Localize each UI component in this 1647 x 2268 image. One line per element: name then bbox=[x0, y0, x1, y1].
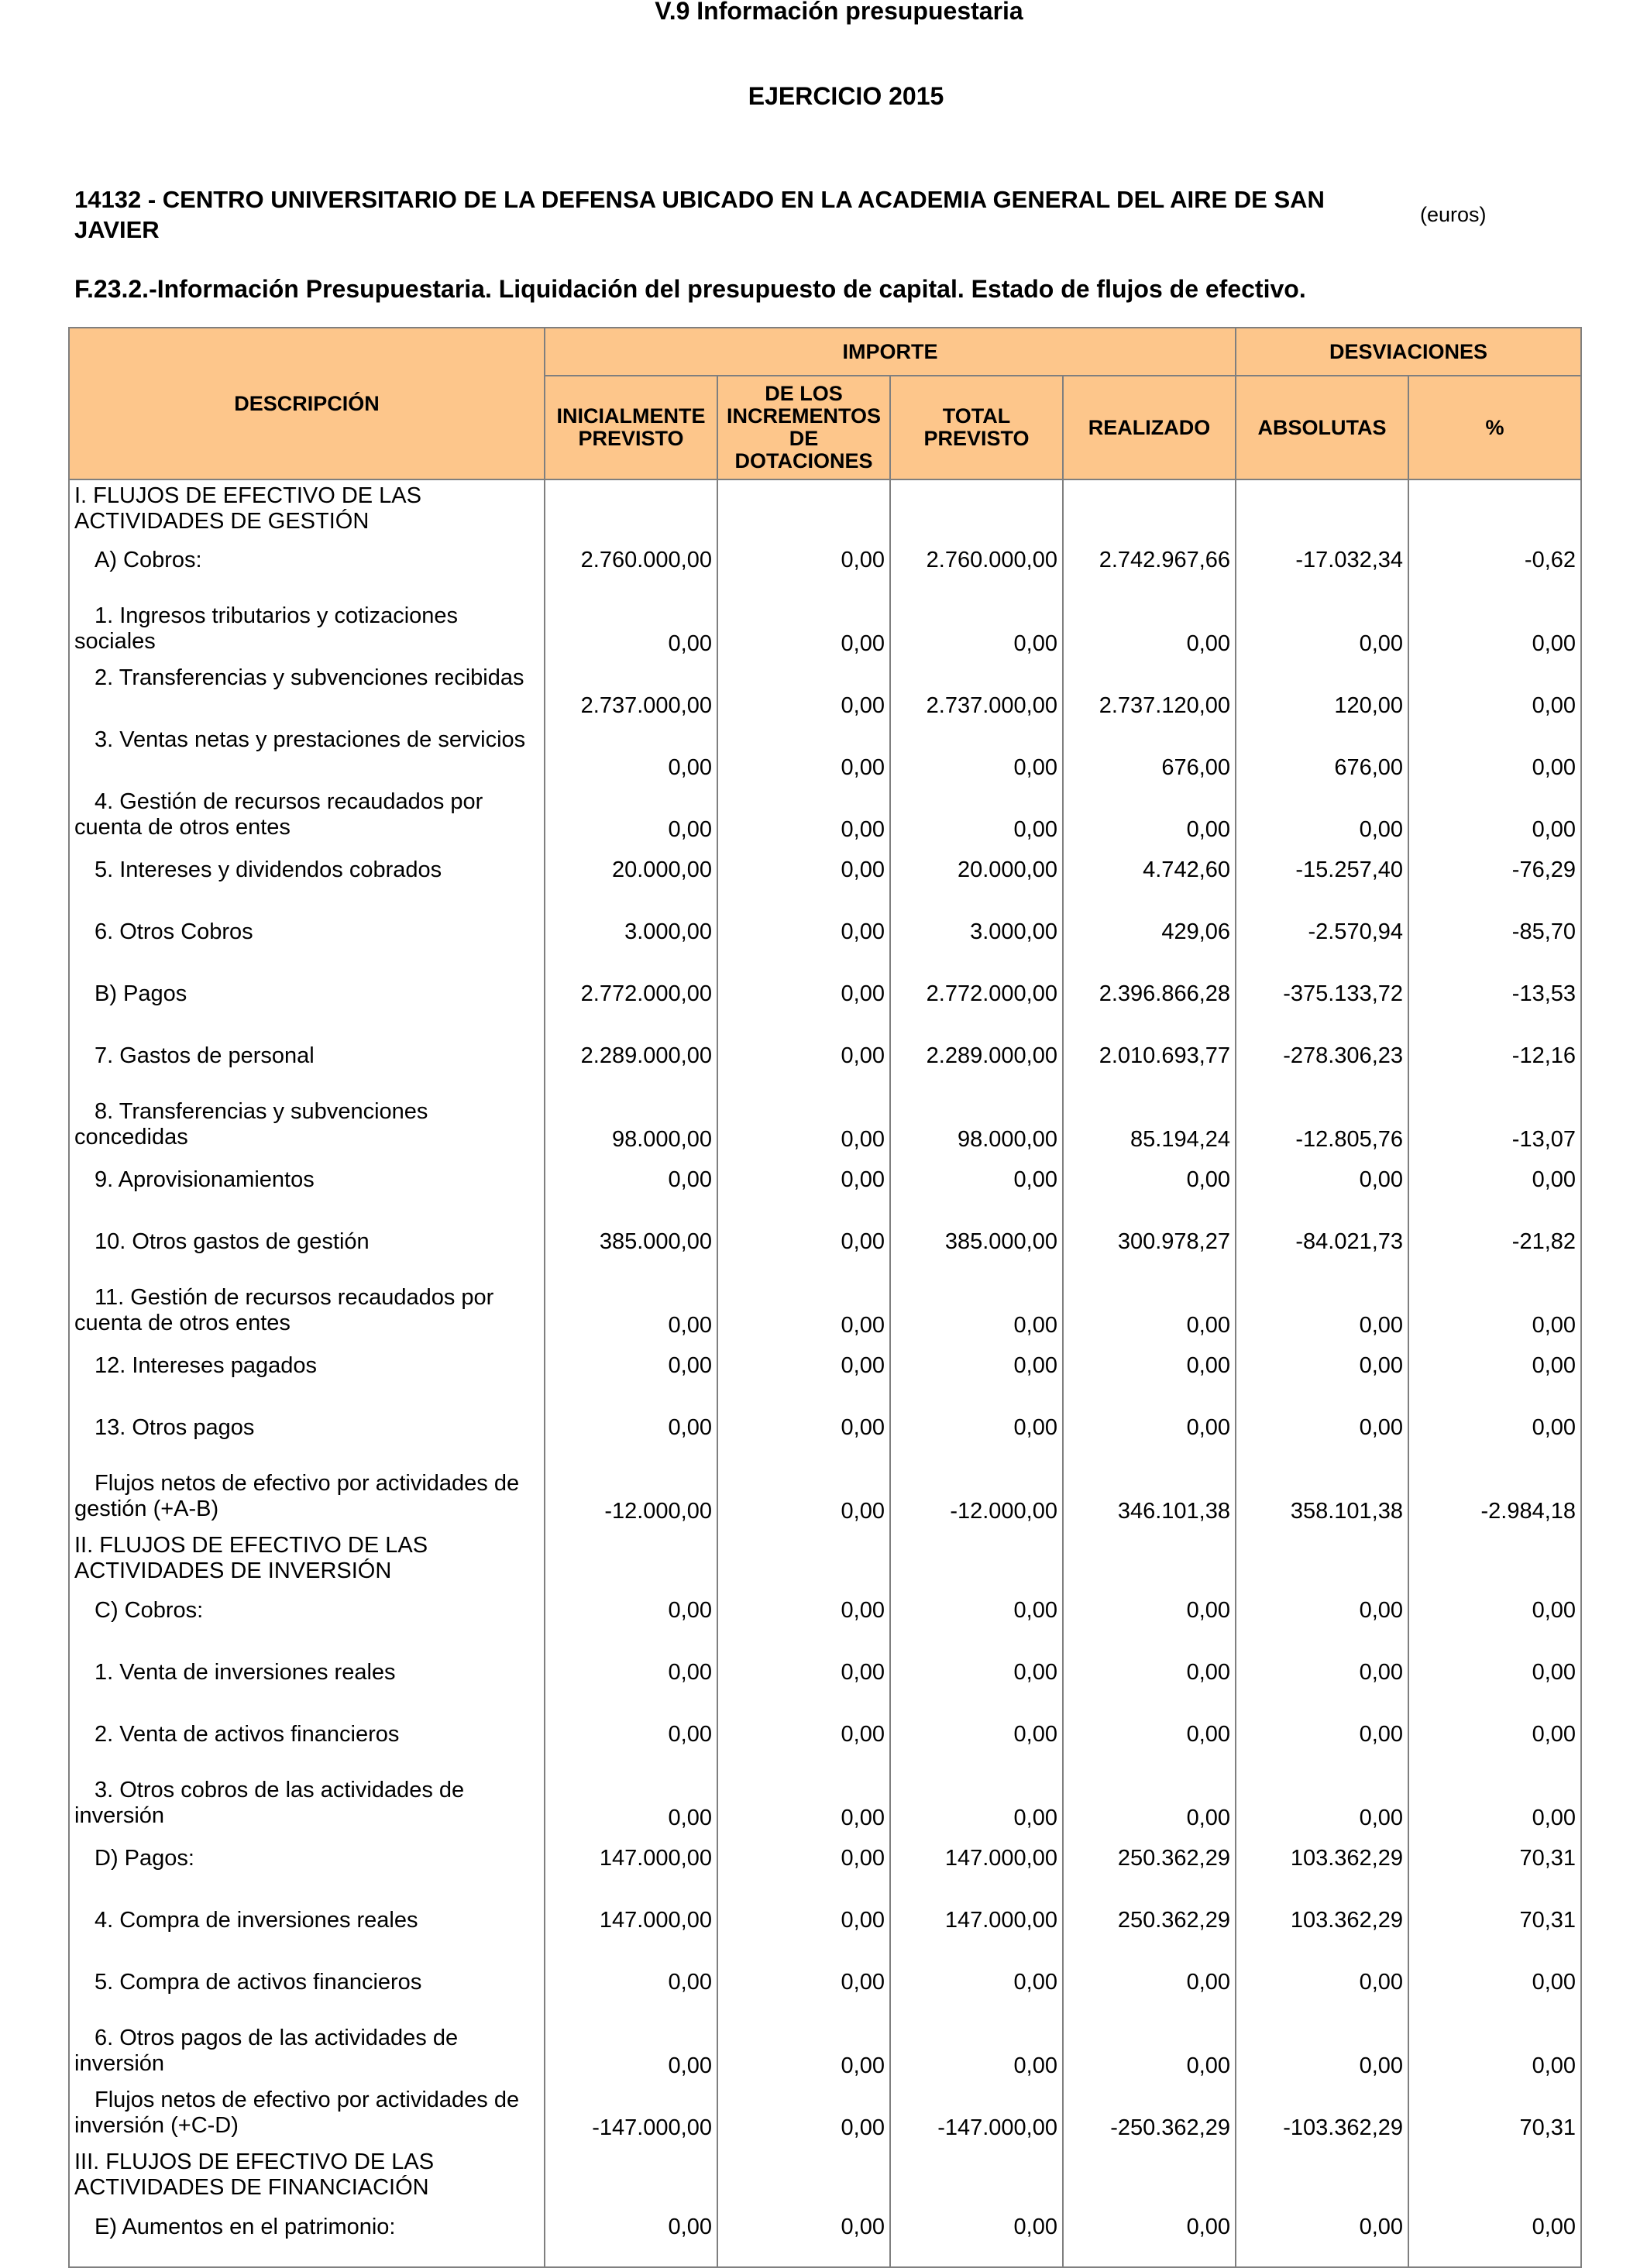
cell-porcentaje: -12,16 bbox=[1408, 1034, 1581, 1096]
cell-porcentaje: 0,00 bbox=[1408, 662, 1581, 724]
cell-inicialmente-previsto: 0,00 bbox=[545, 1960, 717, 2022]
cell-total-previsto: 20.000,00 bbox=[890, 848, 1063, 910]
cell-inicialmente-previsto: 20.000,00 bbox=[545, 848, 717, 910]
cell-absolutas: 0,00 bbox=[1236, 1158, 1408, 1220]
cell-inicialmente-previsto: 2.760.000,00 bbox=[545, 538, 717, 600]
cell-total-previsto: 0,00 bbox=[890, 1406, 1063, 1468]
cell-total-previsto bbox=[890, 479, 1063, 538]
cell-incrementos: 0,00 bbox=[717, 1096, 890, 1158]
row-label: A) Cobros: bbox=[95, 548, 202, 572]
row-description bbox=[69, 910, 545, 972]
row-description bbox=[69, 1468, 545, 1530]
cell-porcentaje: 0,00 bbox=[1408, 1282, 1581, 1344]
cell-incrementos: 0,00 bbox=[717, 1651, 890, 1713]
header-porcentaje: % bbox=[1408, 376, 1581, 479]
cell-porcentaje: 0,00 bbox=[1408, 1589, 1581, 1651]
table-row bbox=[69, 1158, 1581, 1220]
table-row bbox=[69, 1899, 1581, 1960]
row-label: III. FLUJOS DE EFECTIVO DE LAS ACTIVIDADES DE FINANCIACIÓN bbox=[74, 2149, 435, 2200]
cell-realizado: 2.742.967,66 bbox=[1063, 538, 1236, 600]
cell-porcentaje: 0,00 bbox=[1408, 1960, 1581, 2022]
cell-porcentaje: 0,00 bbox=[1408, 786, 1581, 848]
cell-inicialmente-previsto: 385.000,00 bbox=[545, 1220, 717, 1282]
row-label: 7. Gastos de personal bbox=[95, 1043, 315, 1068]
cell-total-previsto: 2.760.000,00 bbox=[890, 538, 1063, 600]
row-description bbox=[69, 1775, 545, 1837]
cell-inicialmente-previsto: 0,00 bbox=[545, 1775, 717, 1837]
header-desviaciones: DESVIACIONES bbox=[1236, 328, 1581, 376]
row-description bbox=[69, 724, 545, 786]
row-description bbox=[69, 1589, 545, 1651]
cell-porcentaje: 70,31 bbox=[1408, 1899, 1581, 1960]
cell-incrementos: 0,00 bbox=[717, 2022, 890, 2084]
cell-total-previsto: -147.000,00 bbox=[890, 2084, 1063, 2146]
row-description bbox=[69, 1713, 545, 1775]
cell-total-previsto: 0,00 bbox=[890, 724, 1063, 786]
table-row bbox=[69, 2205, 1581, 2267]
cell-total-previsto: 0,00 bbox=[890, 1158, 1063, 1220]
cell-incrementos: 0,00 bbox=[717, 724, 890, 786]
cell-realizado: 0,00 bbox=[1063, 1775, 1236, 1837]
cell-total-previsto: 0,00 bbox=[890, 1282, 1063, 1344]
cell-total-previsto bbox=[890, 2146, 1063, 2205]
cell-incrementos: 0,00 bbox=[717, 538, 890, 600]
cell-inicialmente-previsto: 0,00 bbox=[545, 1713, 717, 1775]
cell-inicialmente-previsto: 0,00 bbox=[545, 724, 717, 786]
cell-inicialmente-previsto: 2.289.000,00 bbox=[545, 1034, 717, 1096]
cell-absolutas: 0,00 bbox=[1236, 786, 1408, 848]
cell-absolutas: -12.805,76 bbox=[1236, 1096, 1408, 1158]
section-row bbox=[69, 1530, 1581, 1589]
table-row bbox=[69, 600, 1581, 662]
cell-total-previsto: 0,00 bbox=[890, 2022, 1063, 2084]
cell-realizado: 0,00 bbox=[1063, 1282, 1236, 1344]
row-label: B) Pagos bbox=[95, 981, 187, 1006]
row-description bbox=[69, 1034, 545, 1096]
cell-total-previsto: 0,00 bbox=[890, 1960, 1063, 2022]
cell-absolutas: 0,00 bbox=[1236, 1344, 1408, 1406]
cell-incrementos: 0,00 bbox=[717, 1158, 890, 1220]
cell-absolutas: -15.257,40 bbox=[1236, 848, 1408, 910]
table-row bbox=[69, 538, 1581, 600]
cell-porcentaje: 0,00 bbox=[1408, 1406, 1581, 1468]
cell-total-previsto: 3.000,00 bbox=[890, 910, 1063, 972]
row-description bbox=[69, 600, 545, 662]
cell-absolutas: 0,00 bbox=[1236, 1282, 1408, 1344]
cell-inicialmente-previsto: 98.000,00 bbox=[545, 1096, 717, 1158]
cell-total-previsto: 0,00 bbox=[890, 1713, 1063, 1775]
cell-realizado: 250.362,29 bbox=[1063, 1899, 1236, 1960]
row-label: Flujos netos de efectivo por actividades de inversión (+C-D) bbox=[74, 2088, 520, 2138]
table-row bbox=[69, 848, 1581, 910]
cell-total-previsto: 0,00 bbox=[890, 786, 1063, 848]
cell-porcentaje: 0,00 bbox=[1408, 1651, 1581, 1713]
cell-realizado: 2.396.866,28 bbox=[1063, 972, 1236, 1034]
cell-porcentaje bbox=[1408, 2146, 1581, 2205]
cell-absolutas: -375.133,72 bbox=[1236, 972, 1408, 1034]
cell-inicialmente-previsto: 0,00 bbox=[545, 2022, 717, 2084]
cell-inicialmente-previsto: -12.000,00 bbox=[545, 1468, 717, 1530]
cell-inicialmente-previsto: 147.000,00 bbox=[545, 1837, 717, 1899]
row-description bbox=[69, 2205, 545, 2267]
row-description bbox=[69, 848, 545, 910]
cell-absolutas: -278.306,23 bbox=[1236, 1034, 1408, 1096]
cell-porcentaje: 0,00 bbox=[1408, 1344, 1581, 1406]
table-body bbox=[69, 479, 1581, 2267]
cell-inicialmente-previsto: 0,00 bbox=[545, 1651, 717, 1713]
row-description bbox=[69, 1406, 545, 1468]
cell-realizado: -250.362,29 bbox=[1063, 2084, 1236, 2146]
cell-realizado: 2.010.693,77 bbox=[1063, 1034, 1236, 1096]
cell-incrementos: 0,00 bbox=[717, 1034, 890, 1096]
cell-absolutas bbox=[1236, 479, 1408, 538]
cell-absolutas: 0,00 bbox=[1236, 1713, 1408, 1775]
table-row bbox=[69, 1775, 1581, 1837]
cell-absolutas: 103.362,29 bbox=[1236, 1899, 1408, 1960]
cell-absolutas: 676,00 bbox=[1236, 724, 1408, 786]
cell-incrementos: 0,00 bbox=[717, 2205, 890, 2267]
cell-porcentaje: 70,31 bbox=[1408, 1837, 1581, 1899]
cell-realizado: 346.101,38 bbox=[1063, 1468, 1236, 1530]
cell-porcentaje: 0,00 bbox=[1408, 1158, 1581, 1220]
table-row bbox=[69, 1468, 1581, 1530]
cell-incrementos: 0,00 bbox=[717, 662, 890, 724]
cell-total-previsto: 2.289.000,00 bbox=[890, 1034, 1063, 1096]
cell-absolutas bbox=[1236, 2146, 1408, 2205]
row-label: D) Pagos: bbox=[95, 1846, 194, 1871]
header-inicialmente-previsto: INICIALMENTE PREVISTO bbox=[545, 376, 717, 479]
cell-absolutas: 0,00 bbox=[1236, 1406, 1408, 1468]
table-row bbox=[69, 724, 1581, 786]
cell-total-previsto: 385.000,00 bbox=[890, 1220, 1063, 1282]
row-description bbox=[69, 1899, 545, 1960]
cell-total-previsto: 147.000,00 bbox=[890, 1899, 1063, 1960]
table-row bbox=[69, 1713, 1581, 1775]
cell-incrementos: 0,00 bbox=[717, 786, 890, 848]
table-row bbox=[69, 910, 1581, 972]
row-description bbox=[69, 479, 545, 538]
section-row bbox=[69, 479, 1581, 538]
cell-realizado: 250.362,29 bbox=[1063, 1837, 1236, 1899]
row-description bbox=[69, 786, 545, 848]
cell-total-previsto: 0,00 bbox=[890, 1651, 1063, 1713]
cell-realizado: 2.737.120,00 bbox=[1063, 662, 1236, 724]
cell-realizado: 0,00 bbox=[1063, 1713, 1236, 1775]
row-label: C) Cobros: bbox=[95, 1598, 204, 1623]
cell-absolutas: 0,00 bbox=[1236, 1960, 1408, 2022]
cell-realizado bbox=[1063, 479, 1236, 538]
row-description bbox=[69, 972, 545, 1034]
cell-incrementos: 0,00 bbox=[717, 1960, 890, 2022]
row-description bbox=[69, 1220, 545, 1282]
row-label: 9. Aprovisionamientos bbox=[95, 1167, 315, 1192]
table-row bbox=[69, 1837, 1581, 1899]
cell-realizado: 0,00 bbox=[1063, 1960, 1236, 2022]
row-description bbox=[69, 538, 545, 600]
cell-inicialmente-previsto: 0,00 bbox=[545, 1282, 717, 1344]
row-label: 2. Transferencias y subvenciones recibidas bbox=[95, 665, 524, 690]
currency-units: (euros) bbox=[1420, 203, 1487, 226]
cell-absolutas: 103.362,29 bbox=[1236, 1837, 1408, 1899]
header-realizado: REALIZADO bbox=[1063, 376, 1236, 479]
row-description bbox=[69, 1530, 545, 1589]
cell-incrementos: 0,00 bbox=[717, 1468, 890, 1530]
cell-inicialmente-previsto: 0,00 bbox=[545, 1406, 717, 1468]
cell-porcentaje bbox=[1408, 479, 1581, 538]
cell-total-previsto: -12.000,00 bbox=[890, 1468, 1063, 1530]
table-row bbox=[69, 1034, 1581, 1096]
table-row bbox=[69, 1960, 1581, 2022]
cell-porcentaje: 0,00 bbox=[1408, 2205, 1581, 2267]
table-row bbox=[69, 1096, 1581, 1158]
cell-inicialmente-previsto: 2.737.000,00 bbox=[545, 662, 717, 724]
cell-inicialmente-previsto: 2.772.000,00 bbox=[545, 972, 717, 1034]
cell-porcentaje: -13,53 bbox=[1408, 972, 1581, 1034]
cell-porcentaje: -21,82 bbox=[1408, 1220, 1581, 1282]
cell-incrementos: 0,00 bbox=[717, 848, 890, 910]
cell-incrementos: 0,00 bbox=[717, 1406, 890, 1468]
cell-absolutas: 0,00 bbox=[1236, 1775, 1408, 1837]
cell-porcentaje: 70,31 bbox=[1408, 2084, 1581, 2146]
cell-realizado: 0,00 bbox=[1063, 1651, 1236, 1713]
cell-porcentaje: 0,00 bbox=[1408, 600, 1581, 662]
cell-total-previsto: 98.000,00 bbox=[890, 1096, 1063, 1158]
row-label: 4. Gestión de recursos recaudados por cuenta de otros entes bbox=[74, 789, 483, 840]
header-importe: IMPORTE bbox=[545, 328, 1236, 376]
cell-absolutas: 0,00 bbox=[1236, 1589, 1408, 1651]
row-label: 5. Intereses y dividendos cobrados bbox=[95, 857, 442, 882]
row-label: 12. Intereses pagados bbox=[95, 1353, 317, 1378]
page-title: V.9 Información presupuestaria bbox=[655, 0, 1023, 25]
cash-flow-table bbox=[68, 327, 1582, 2268]
table-row bbox=[69, 1344, 1581, 1406]
table-row bbox=[69, 1651, 1581, 1713]
cell-realizado: 300.978,27 bbox=[1063, 1220, 1236, 1282]
cell-incrementos: 0,00 bbox=[717, 2084, 890, 2146]
cell-realizado: 0,00 bbox=[1063, 2205, 1236, 2267]
cell-absolutas: 358.101,38 bbox=[1236, 1468, 1408, 1530]
cell-incrementos: 0,00 bbox=[717, 1220, 890, 1282]
row-label: 1. Ingresos tributarios y cotizaciones sociales bbox=[74, 603, 459, 654]
cell-total-previsto: 0,00 bbox=[890, 600, 1063, 662]
row-label: E) Aumentos en el patrimonio: bbox=[95, 2215, 396, 2239]
cell-inicialmente-previsto bbox=[545, 479, 717, 538]
cell-absolutas: 120,00 bbox=[1236, 662, 1408, 724]
row-label: 6. Otros Cobros bbox=[95, 919, 253, 944]
cell-realizado: 0,00 bbox=[1063, 1344, 1236, 1406]
row-label: 11. Gestión de recursos recaudados por cuenta de otros entes bbox=[74, 1285, 494, 1335]
cell-inicialmente-previsto: 0,00 bbox=[545, 1344, 717, 1406]
cell-incrementos: 0,00 bbox=[717, 1282, 890, 1344]
cell-realizado: 85.194,24 bbox=[1063, 1096, 1236, 1158]
table-row bbox=[69, 2084, 1581, 2146]
cell-absolutas: -2.570,94 bbox=[1236, 910, 1408, 972]
cell-inicialmente-previsto: 0,00 bbox=[545, 1158, 717, 1220]
row-description bbox=[69, 2022, 545, 2084]
row-description bbox=[69, 1960, 545, 2022]
cell-total-previsto: 0,00 bbox=[890, 1589, 1063, 1651]
header-incrementos-dotaciones: DE LOS INCREMENTOS DE DOTACIONES bbox=[717, 376, 890, 479]
cell-realizado: 0,00 bbox=[1063, 2022, 1236, 2084]
cell-inicialmente-previsto: 0,00 bbox=[545, 2205, 717, 2267]
table-row bbox=[69, 662, 1581, 724]
row-label: 8. Transferencias y subvenciones concedidas bbox=[74, 1099, 428, 1149]
exercise-year: EJERCICIO 2015 bbox=[748, 82, 944, 110]
cell-absolutas: 0,00 bbox=[1236, 600, 1408, 662]
cell-inicialmente-previsto: 0,00 bbox=[545, 600, 717, 662]
cell-incrementos: 0,00 bbox=[717, 972, 890, 1034]
cell-realizado: 0,00 bbox=[1063, 1406, 1236, 1468]
row-description bbox=[69, 1282, 545, 1344]
table-row bbox=[69, 972, 1581, 1034]
row-label: 3. Otros cobros de las actividades de inversión bbox=[74, 1778, 465, 1828]
cell-inicialmente-previsto bbox=[545, 2146, 717, 2205]
table-row bbox=[69, 786, 1581, 848]
report-subtitle: F.23.2.-Información Presupuestaria. Liquidación del presupuesto de capital. Estado de flujos de efectivo. bbox=[74, 275, 1306, 303]
row-label: II. FLUJOS DE EFECTIVO DE LAS ACTIVIDADES DE INVERSIÓN bbox=[74, 1533, 428, 1583]
cell-absolutas: -103.362,29 bbox=[1236, 2084, 1408, 2146]
section-row bbox=[69, 2146, 1581, 2205]
cell-incrementos bbox=[717, 2146, 890, 2205]
cell-total-previsto: 0,00 bbox=[890, 1344, 1063, 1406]
entity-name: 14132 - CENTRO UNIVERSITARIO DE LA DEFENSA UBICADO EN LA ACADEMIA GENERAL DEL AIRE DE SAN JAVIER bbox=[74, 186, 1325, 243]
cell-porcentaje: 0,00 bbox=[1408, 724, 1581, 786]
cell-incrementos bbox=[717, 479, 890, 538]
cell-absolutas: -84.021,73 bbox=[1236, 1220, 1408, 1282]
row-description bbox=[69, 2146, 545, 2205]
cell-inicialmente-previsto bbox=[545, 1530, 717, 1589]
cell-porcentaje: -0,62 bbox=[1408, 538, 1581, 600]
cell-absolutas: 0,00 bbox=[1236, 2205, 1408, 2267]
row-label: 3. Ventas netas y prestaciones de servicios bbox=[95, 727, 526, 752]
cell-realizado: 0,00 bbox=[1063, 786, 1236, 848]
cell-absolutas: 0,00 bbox=[1236, 2022, 1408, 2084]
row-label: 5. Compra de activos financieros bbox=[95, 1970, 422, 1995]
cell-inicialmente-previsto: 0,00 bbox=[545, 786, 717, 848]
table-row bbox=[69, 1220, 1581, 1282]
cell-absolutas bbox=[1236, 1530, 1408, 1589]
cell-realizado bbox=[1063, 1530, 1236, 1589]
row-description bbox=[69, 2084, 545, 2146]
cell-total-previsto: 0,00 bbox=[890, 1775, 1063, 1837]
cell-inicialmente-previsto: 0,00 bbox=[545, 1589, 717, 1651]
table-row bbox=[69, 1406, 1581, 1468]
cell-total-previsto: 0,00 bbox=[890, 2205, 1063, 2267]
cell-incrementos: 0,00 bbox=[717, 600, 890, 662]
cell-realizado: 676,00 bbox=[1063, 724, 1236, 786]
row-label: 1. Venta de inversiones reales bbox=[95, 1660, 396, 1685]
table-row bbox=[69, 1589, 1581, 1651]
cell-total-previsto bbox=[890, 1530, 1063, 1589]
cell-porcentaje: -13,07 bbox=[1408, 1096, 1581, 1158]
cell-total-previsto: 2.737.000,00 bbox=[890, 662, 1063, 724]
cell-porcentaje: -85,70 bbox=[1408, 910, 1581, 972]
row-label: 4. Compra de inversiones reales bbox=[95, 1908, 418, 1933]
row-description bbox=[69, 1837, 545, 1899]
cell-realizado: 0,00 bbox=[1063, 1589, 1236, 1651]
cell-porcentaje: -2.984,18 bbox=[1408, 1468, 1581, 1530]
row-label: 13. Otros pagos bbox=[95, 1415, 255, 1440]
table-row bbox=[69, 1282, 1581, 1344]
cell-realizado: 429,06 bbox=[1063, 910, 1236, 972]
cell-incrementos: 0,00 bbox=[717, 910, 890, 972]
row-label: 2. Venta de activos financieros bbox=[95, 1722, 400, 1747]
row-description bbox=[69, 1158, 545, 1220]
row-description bbox=[69, 1344, 545, 1406]
cell-total-previsto: 147.000,00 bbox=[890, 1837, 1063, 1899]
cell-inicialmente-previsto: 3.000,00 bbox=[545, 910, 717, 972]
cell-absolutas: 0,00 bbox=[1236, 1651, 1408, 1713]
cell-incrementos: 0,00 bbox=[717, 1344, 890, 1406]
cell-inicialmente-previsto: -147.000,00 bbox=[545, 2084, 717, 2146]
table-row bbox=[69, 2022, 1581, 2084]
row-description bbox=[69, 1651, 545, 1713]
cell-incrementos: 0,00 bbox=[717, 1899, 890, 1960]
row-label: Flujos netos de efectivo por actividades de gestión (+A-B) bbox=[74, 1471, 520, 1521]
header-absolutas: ABSOLUTAS bbox=[1236, 376, 1408, 479]
cell-incrementos: 0,00 bbox=[717, 1837, 890, 1899]
cell-absolutas: -17.032,34 bbox=[1236, 538, 1408, 600]
cell-porcentaje: -76,29 bbox=[1408, 848, 1581, 910]
cell-total-previsto: 2.772.000,00 bbox=[890, 972, 1063, 1034]
cell-incrementos: 0,00 bbox=[717, 1713, 890, 1775]
header-total-previsto: TOTAL PREVISTO bbox=[890, 376, 1063, 479]
row-description bbox=[69, 662, 545, 724]
cell-realizado bbox=[1063, 2146, 1236, 2205]
cell-porcentaje: 0,00 bbox=[1408, 2022, 1581, 2084]
header-descripcion: DESCRIPCIÓN bbox=[69, 328, 545, 479]
row-label: 10. Otros gastos de gestión bbox=[95, 1229, 370, 1254]
cell-realizado: 0,00 bbox=[1063, 1158, 1236, 1220]
cell-inicialmente-previsto: 147.000,00 bbox=[545, 1899, 717, 1960]
row-label: I. FLUJOS DE EFECTIVO DE LAS ACTIVIDADES DE GESTIÓN bbox=[74, 483, 421, 534]
row-description bbox=[69, 1096, 545, 1158]
cell-incrementos: 0,00 bbox=[717, 1589, 890, 1651]
cell-porcentaje: 0,00 bbox=[1408, 1775, 1581, 1837]
cell-realizado: 0,00 bbox=[1063, 600, 1236, 662]
cell-incrementos bbox=[717, 1530, 890, 1589]
cell-porcentaje bbox=[1408, 1530, 1581, 1589]
row-label: 6. Otros pagos de las actividades de inversión bbox=[74, 2026, 459, 2076]
cell-realizado: 4.742,60 bbox=[1063, 848, 1236, 910]
cell-incrementos: 0,00 bbox=[717, 1775, 890, 1837]
cell-porcentaje: 0,00 bbox=[1408, 1713, 1581, 1775]
